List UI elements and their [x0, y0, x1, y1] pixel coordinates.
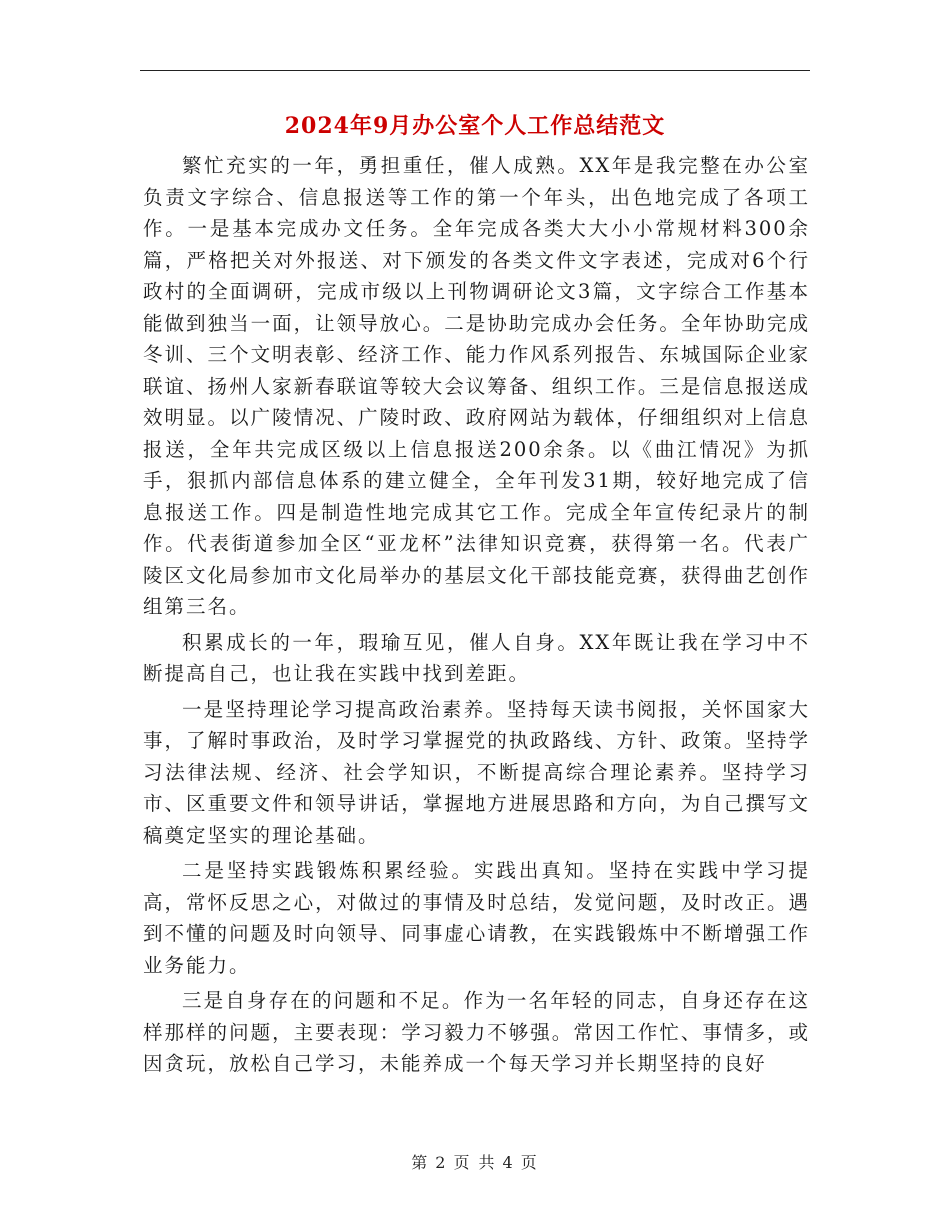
- paragraph: 三是自身存在的问题和不足。作为一名年轻的同志，自身还存在这样那样的问题，主要表现：学习毅力不够强。常因工作忙、事情多，或因贪玩，放松自己学习，未能养成一个每天学习并长期坚持的良好: [143, 989, 810, 1075]
- footer-total-pages: 4: [502, 1153, 515, 1172]
- footer-page-number: 2: [435, 1153, 448, 1172]
- document-body: [143, 150, 810, 1084]
- document-title: 2024年9月办公室个人工作总结范文: [284, 113, 666, 139]
- footer-prefix: 第: [411, 1153, 430, 1172]
- page-footer: [0, 1150, 950, 1176]
- footer-suffix: 页: [520, 1153, 539, 1172]
- footer-middle: 页 共: [453, 1153, 497, 1172]
- paragraph: 一是坚持理论学习提高政治素养。坚持每天读书阅报，关怀国家大事，了解时事政治，及时学习掌握党的执政路线、方针、政策。坚持学习法律法规、经济、社会学知识，不断提高综合理论素养。坚持学习市、区重要文件和领导讲话，掌握地方进展思路和方向，为自己撰写文稿奠定坚实的理论基础。: [143, 697, 810, 847]
- paragraph: 二是坚持实践锻炼积累经验。实践出真知。坚持在实践中学习提高，常怀反思之心，对做过的事情及时总结，发觉问题，及时改正。遇到不懂的问题及时向领导、同事虚心请教，在实践锻炼中不断增强工作业务能力。: [143, 859, 810, 977]
- paragraph: 积累成长的一年，瑕瑜互见，催人自身。XX年既让我在学习中不断提高自己，也让我在实践中找到差距。: [143, 630, 810, 685]
- header-rule: [140, 70, 810, 71]
- paragraph: 繁忙充实的一年，勇担重任，催人成熟。XX年是我完整在办公室负责文字综合、信息报送等工作的第一个年头，出色地完成了各项工作。一是基本完成办文任务。全年完成各类大大小小常规材料300余篇，严格把关对外报送、对下颁发的各类文件文字表述，完成对6个行政村的全面调研，完成市级以上刊物调研论文3篇，文字综合工作基本能做到独当一面，让领导放心。二是协助完成办会任务。全年协助完成冬训、三个文明表彰、经济工作、能力作风系列报告、东城国际企业家联谊、扬州人家新春联谊等较大会议筹备、组织工作。三是信息报送成效明显。以广陵情况、广陵时政、政府网站为载体，仔细组织对上信息报送，全年共完成区级以上信息报送200余条。以《曲江情况》为抓手，狠抓内部信息体系的建立健全，全年刊发31期，较好地完成了信息报送工作。四是制造性地完成其它工作。完成全年宣传纪录片的制作。代表街道参加全区“亚龙杯”法律知识竞赛，获得第一名。代表广陵区文化局参加市文化局举办的基层文化干部技能竞赛，获得曲艺创作组第三名。: [143, 154, 810, 618]
